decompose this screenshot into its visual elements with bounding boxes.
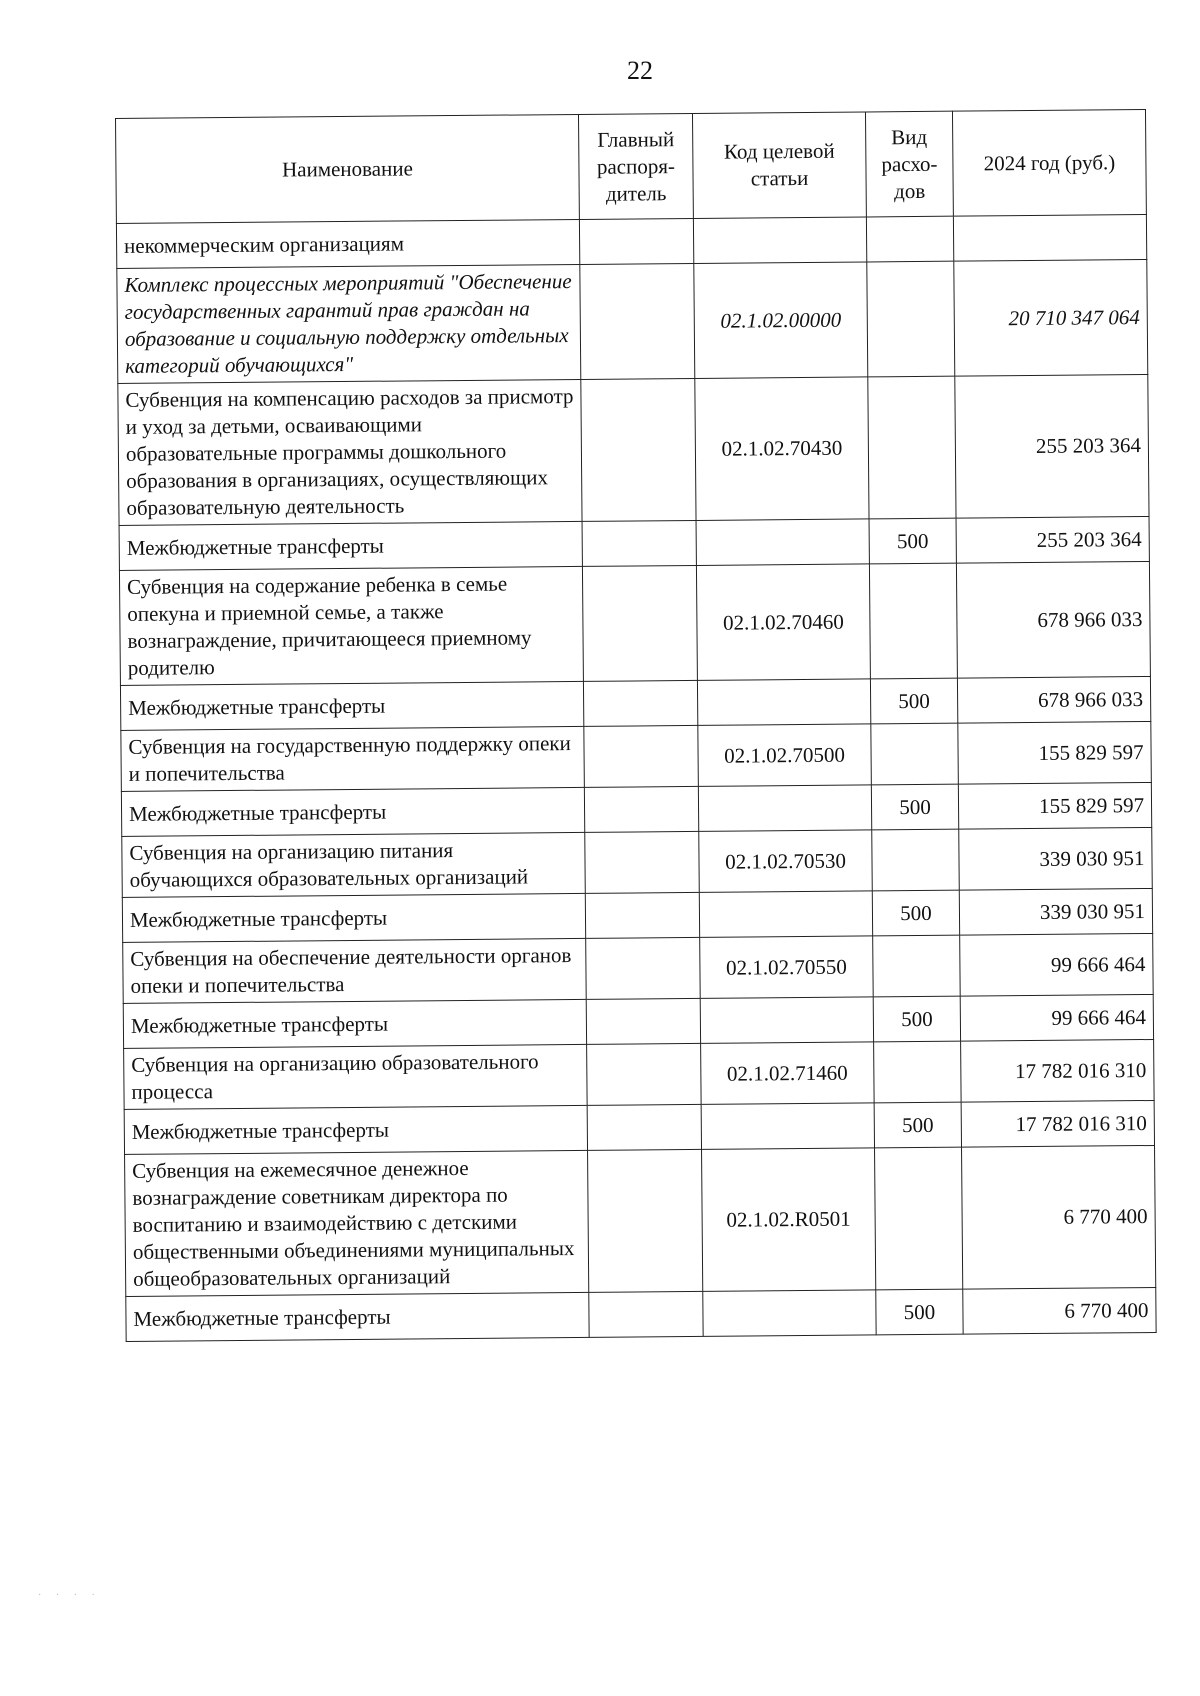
- cell-expense-type: 500: [876, 1289, 963, 1335]
- cell-code: [693, 217, 866, 264]
- cell-expense-type: [868, 376, 956, 519]
- cell-amount: 20 710 347 064: [954, 260, 1148, 377]
- cell-disposer: [581, 378, 696, 521]
- table-row: [123, 933, 1153, 1003]
- cell-code: 02.1.02.70500: [698, 724, 872, 787]
- cell-name: Субвенция на обеспечение деятельности органов опеки и попечительства: [123, 938, 587, 1003]
- cell-expense-type: [867, 261, 955, 377]
- header-code: Код целевой статьи: [692, 112, 866, 219]
- cell-expense-type: 500: [872, 890, 959, 936]
- cell-disposer: [584, 786, 698, 832]
- table-row: [122, 827, 1152, 897]
- table-row: [118, 374, 1149, 525]
- budget-table: [115, 109, 1157, 1342]
- cell-disposer: [589, 1291, 703, 1337]
- cell-name: Межбюджетные трансферты: [121, 787, 584, 836]
- cell-code: [700, 997, 873, 1044]
- cell-disposer: [585, 831, 700, 893]
- cell-name: Межбюджетные трансферты: [120, 681, 583, 730]
- cell-code: 02.1.02.R0501: [702, 1148, 876, 1292]
- cell-amount: 678 966 033: [956, 561, 1150, 678]
- table-row: [124, 1039, 1154, 1109]
- cell-amount: 6 770 400: [963, 1287, 1156, 1334]
- cell-code: 02.1.02.00000: [694, 262, 868, 379]
- table-body: [116, 215, 1156, 1342]
- cell-disposer: [584, 725, 699, 787]
- cell-disposer: [587, 1104, 701, 1150]
- header-name: Наименование: [116, 114, 580, 223]
- cell-code: 02.1.02.70460: [696, 564, 870, 681]
- cell-name: некоммерческим организациям: [116, 219, 579, 268]
- cell-expense-type: 500: [874, 1102, 961, 1148]
- header-amount: 2024 год (руб.): [952, 110, 1146, 217]
- table-row: [121, 721, 1151, 791]
- cell-expense-type: [874, 1041, 962, 1103]
- header-type: Вид расхо-дов: [865, 111, 953, 217]
- cell-disposer: [579, 218, 693, 264]
- cell-name: Субвенция на ежемесячное денежное вознаграждение советникам директора по воспитанию и взаимодействию с детскими общественными объединениями муниципальных общеобразовательных организаций: [125, 1150, 589, 1296]
- table-row: [117, 260, 1148, 384]
- cell-code: 02.1.02.71460: [701, 1042, 875, 1105]
- cell-amount: 17 782 016 310: [961, 1100, 1154, 1147]
- cell-amount: 17 782 016 310: [961, 1039, 1155, 1102]
- cell-code: [697, 679, 870, 726]
- scan-specks: · · · ·: [38, 1590, 101, 1601]
- cell-name: Субвенция на государственную поддержку опеки и попечительства: [121, 726, 585, 791]
- cell-name: Комплекс процессных мероприятий "Обеспечение государственных гарантий прав граждан на образование и социальную поддержку отдельных категорий обучающихся": [117, 264, 581, 383]
- cell-name: Межбюджетные трансферты: [124, 1105, 587, 1154]
- cell-code: 02.1.02.70530: [699, 830, 873, 893]
- cell-disposer: [585, 892, 699, 938]
- cell-disposer: [583, 680, 697, 726]
- cell-amount: 99 666 464: [960, 994, 1153, 1041]
- cell-name: Межбюджетные трансферты: [119, 521, 582, 570]
- cell-amount: 155 829 597: [958, 782, 1151, 829]
- cell-code: [703, 1290, 876, 1337]
- header-row: [116, 110, 1147, 224]
- cell-amount: 99 666 464: [960, 933, 1154, 996]
- cell-code: 02.1.02.70430: [695, 377, 869, 521]
- cell-amount: 255 203 364: [955, 374, 1149, 518]
- cell-amount: 339 030 951: [959, 827, 1153, 890]
- cell-amount: 6 770 400: [962, 1145, 1156, 1289]
- cell-expense-type: 500: [869, 518, 956, 564]
- cell-expense-type: 500: [870, 678, 957, 724]
- table-row: [125, 1145, 1156, 1296]
- cell-amount: 678 966 033: [957, 676, 1150, 723]
- page-number: 22: [627, 56, 653, 85]
- cell-code: [701, 1103, 874, 1150]
- table-row: [119, 561, 1150, 685]
- cell-amount: 339 030 951: [959, 888, 1152, 935]
- cell-name: Субвенция на организацию питания обучающихся образовательных организаций: [122, 832, 586, 897]
- cell-disposer: [588, 1149, 703, 1292]
- cell-expense-type: [873, 935, 961, 997]
- cell-expense-type: [869, 563, 957, 679]
- cell-code: [699, 891, 872, 938]
- cell-expense-type: [872, 829, 960, 891]
- cell-name: Межбюджетные трансферты: [122, 893, 585, 942]
- cell-name: Межбюджетные трансферты: [123, 999, 586, 1048]
- cell-name: Межбюджетные трансферты: [126, 1292, 589, 1341]
- cell-expense-type: 500: [873, 996, 960, 1042]
- cell-name: Субвенция на компенсацию расходов за присмотр и уход за детьми, осваивающими образовательные программы дошкольного образования в организациях, осуществляющих образовательную деятельность: [118, 379, 582, 525]
- header-disposer: Главный распоря-дитель: [578, 113, 693, 219]
- cell-expense-type: [871, 723, 959, 785]
- cell-disposer: [582, 520, 696, 566]
- cell-code: [698, 785, 871, 832]
- cell-amount: 155 829 597: [958, 721, 1152, 784]
- cell-expense-type: 500: [871, 784, 958, 830]
- cell-name: Субвенция на организацию образовательного процесса: [124, 1044, 588, 1109]
- cell-expense-type: [875, 1147, 963, 1290]
- cell-disposer: [580, 263, 695, 379]
- table-header: [116, 110, 1147, 224]
- cell-amount: 255 203 364: [956, 516, 1149, 563]
- cell-name: Субвенция на содержание ребенка в семье опекуна и приемной семье, а также вознаграждение, причитающееся приемному родителю: [119, 566, 583, 685]
- cell-disposer: [587, 1043, 702, 1105]
- cell-amount: [953, 215, 1146, 262]
- cell-code: [696, 519, 869, 566]
- cell-disposer: [586, 998, 700, 1044]
- cell-code: 02.1.02.70550: [700, 936, 874, 999]
- cell-disposer: [586, 937, 701, 999]
- cell-disposer: [582, 565, 697, 681]
- cell-expense-type: [866, 216, 953, 262]
- table-row: [126, 1287, 1156, 1341]
